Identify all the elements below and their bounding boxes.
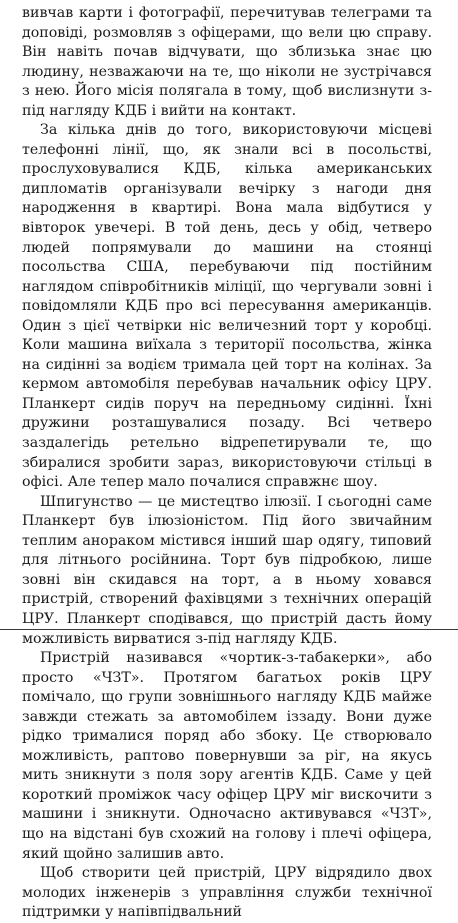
paragraph-jack-in-the-box: Пристрій називався «чортик-з-табакерки», або просто «ЧЗТ». Протягом багатьох років ЦРУ помічало, що групи зовнішнього нагляду КДБ майже завжди стежать за автомобілем іззаду. Вони дуже рідко трималися поряд або збоку. Це створювало можливість, раптово повернувши за ріг, на якусь мить зникнути з поля зору агентів КДБ. Саме у цей короткий проміжок часу офіцер ЦРУ міг вискочити з машини і зникнути. Одночасно активувався «ЧЗТ», що на відстані був схожий на голову і плечі офіцера, який щойно залишив авто.	[22, 650, 432, 862]
bottom-divider	[0, 629, 458, 630]
paragraph-espionage-illusion: Шпигунство — це мистецтво ілюзії. І сьогодні саме Планкерт був ілюзіоністом. Під його звичайним теплим анораком містився інший шар одягу, типовий для літнього російнина. Торт був підробкою, лише зовні він скидався на торт, а в ньому ховався пристрій, створений фахівцями з технічних операцій ЦРУ. Планкерт сподівався, що пристрій дасть йому можливість вирватися з-під нагляду КДБ.	[22, 493, 432, 647]
body-text	[22, 4, 432, 923]
paragraph-engineers: Щоб створити цей пристрій, ЦРУ відрядило двох молодих інженерів з управління служби технічної підтримки у напівпідвальний	[22, 865, 432, 921]
paragraph-birthday-party: За кілька днів до того, використовуючи місцеві телефонні лінії, що, як знали всі в посольстві, прослуховувалися КДБ, кілька американських дипломатів організували вечірку з нагоди дня народження в квартирі. Вона мала відбутися у вівторок увечері. В той день, десь у обід, четверо людей попрямували до машини на стоянці посольства США, перебуваючи під постійним наглядом співробітників міліції, що чергували зовні і повідомляли КДБ про всі пересування американців. Один з цієї четвірки ніс величезний торт у коробці. Коли машина виїхала з території посольства, жінка на сидінні за водієм тримала цей торт на колінах. За кермом автомобіля перебував начальник офісу ЦРУ. Планкерт сидів поруч на передньому сидінні. Їхні дружини розташувалися позаду. Всі четверо заздалегідь ретельно відрепетирували те, що збиралися зробити зараз, використовуючи стільці в офісі. Але тепер мало почалися справжнє шоу.	[22, 122, 432, 491]
paragraph-continuation: вивчав карти і фотографії, перечитував телеграми та доповіді, розмовляв з офіцерами, що вели цю справу. Він навіть почав відчувати, що зблизька знає цю людину, незважаючи на те, що ніколи не зустрічався з нею. Його місія полягала в тому, щоб вислизнути з-під нагляду КДБ і вийти на контакт.	[22, 5, 432, 119]
